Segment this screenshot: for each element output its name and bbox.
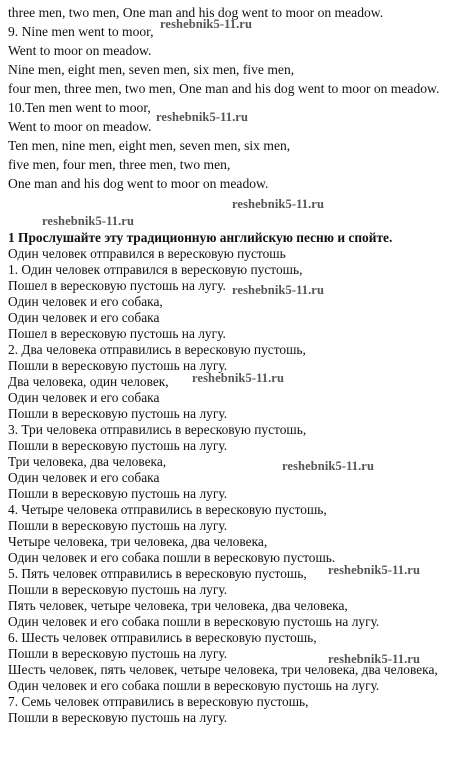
text-line: Went to moor on meadow. [8, 119, 152, 134]
text-line: Went to moor on meadow. [8, 43, 152, 58]
text-line: 6. Шесть человек отправились в вересковую пустошь, [8, 630, 317, 645]
watermark: reshebnik5-11.ru [328, 652, 421, 666]
text-line: Один человек и его собака [8, 470, 160, 485]
text-line: Один человек и его собака пошли в вересковую пустошь на лугу. [8, 678, 380, 693]
text-line: Три человека, два человека, [8, 454, 167, 469]
text-line: 4. Четыре человека отправились в вересковую пустошь, [8, 502, 327, 517]
text-line: 10.Ten men went to moor, [8, 100, 151, 115]
watermark: reshebnik5-11.ru [160, 17, 253, 31]
text-line: Пошли в вересковую пустошь на лугу. [8, 710, 228, 725]
text-line: Пошли в вересковую пустошь на лугу. [8, 438, 228, 453]
text-line: Один человек и его собака пошли в вересковую пустошь. [8, 550, 336, 565]
text-line: Один человек и его собака [8, 390, 160, 405]
text-line: Четыре человека, три человека, два человека, [8, 534, 268, 549]
watermark: reshebnik5-11.ru [328, 563, 421, 577]
text-line: Nine men, eight men, seven men, six men, five men, [8, 62, 295, 77]
watermark: reshebnik5-11.ru [232, 197, 325, 211]
text-line: Один человек и его собака [8, 310, 160, 325]
text-line: Пошли в вересковую пустошь на лугу. [8, 358, 228, 373]
exercise-heading: 1 Прослушайте эту традиционную английскую песню и спойте. [8, 230, 393, 245]
text-line: 2. Два человека отправились в вересковую пустошь, [8, 342, 306, 357]
watermark: reshebnik5-11.ru [42, 214, 135, 228]
watermark: reshebnik5-11.ru [156, 110, 249, 124]
text-line: Пять человек, четыре человека, три человека, два человека, [8, 598, 348, 613]
watermark: reshebnik5-11.ru [282, 459, 375, 473]
text-line: Шесть человек, пять человек, четыре человека, три человека, два человека, [8, 662, 438, 677]
text-line: 1. Один человек отправился в вересковую пустошь, [8, 262, 303, 277]
text-line: three men, two men, One man and his dog went to moor on meadow. [8, 5, 384, 20]
text-line: Пошли в вересковую пустошь на лугу. [8, 646, 228, 661]
text-line: Пошли в вересковую пустошь на лугу. [8, 406, 228, 421]
text-line: Пошел в вересковую пустошь на лугу. [8, 326, 226, 341]
watermark: reshebnik5-11.ru [192, 371, 285, 385]
text-line: Один человек и его собака пошли в вересковую пустошь на лугу. [8, 614, 380, 629]
text-line: 5. Пять человек отправились в вересковую пустошь, [8, 566, 307, 581]
text-line: 7. Семь человек отправились в вересковую пустошь, [8, 694, 309, 709]
text-line: five men, four men, three men, two men, [8, 157, 231, 172]
text-line: four men, three men, two men, One man and his dog went to moor on meadow. [8, 81, 440, 96]
text-line: 3. Три человека отправились в вересковую пустошь, [8, 422, 307, 437]
text-line: Пошли в вересковую пустошь на лугу. [8, 582, 228, 597]
text-line: Пошли в вересковую пустошь на лугу. [8, 518, 228, 533]
text-line: Два человека, один человек, [8, 374, 169, 389]
text-line: One man and his dog went to moor on meadow. [8, 176, 269, 191]
text-line: Ten men, nine men, eight men, seven men, six men, [8, 138, 291, 153]
text-line: Один человек и его собака, [8, 294, 163, 309]
text-line: Пошли в вересковую пустошь на лугу. [8, 486, 228, 501]
text-line: Один человек отправился в вересковую пустошь [8, 246, 286, 261]
text-line: Пошел в вересковую пустошь на лугу. [8, 278, 226, 293]
watermark: reshebnik5-11.ru [232, 283, 325, 297]
text-line: 9. Nine men went to moor, [8, 24, 154, 39]
